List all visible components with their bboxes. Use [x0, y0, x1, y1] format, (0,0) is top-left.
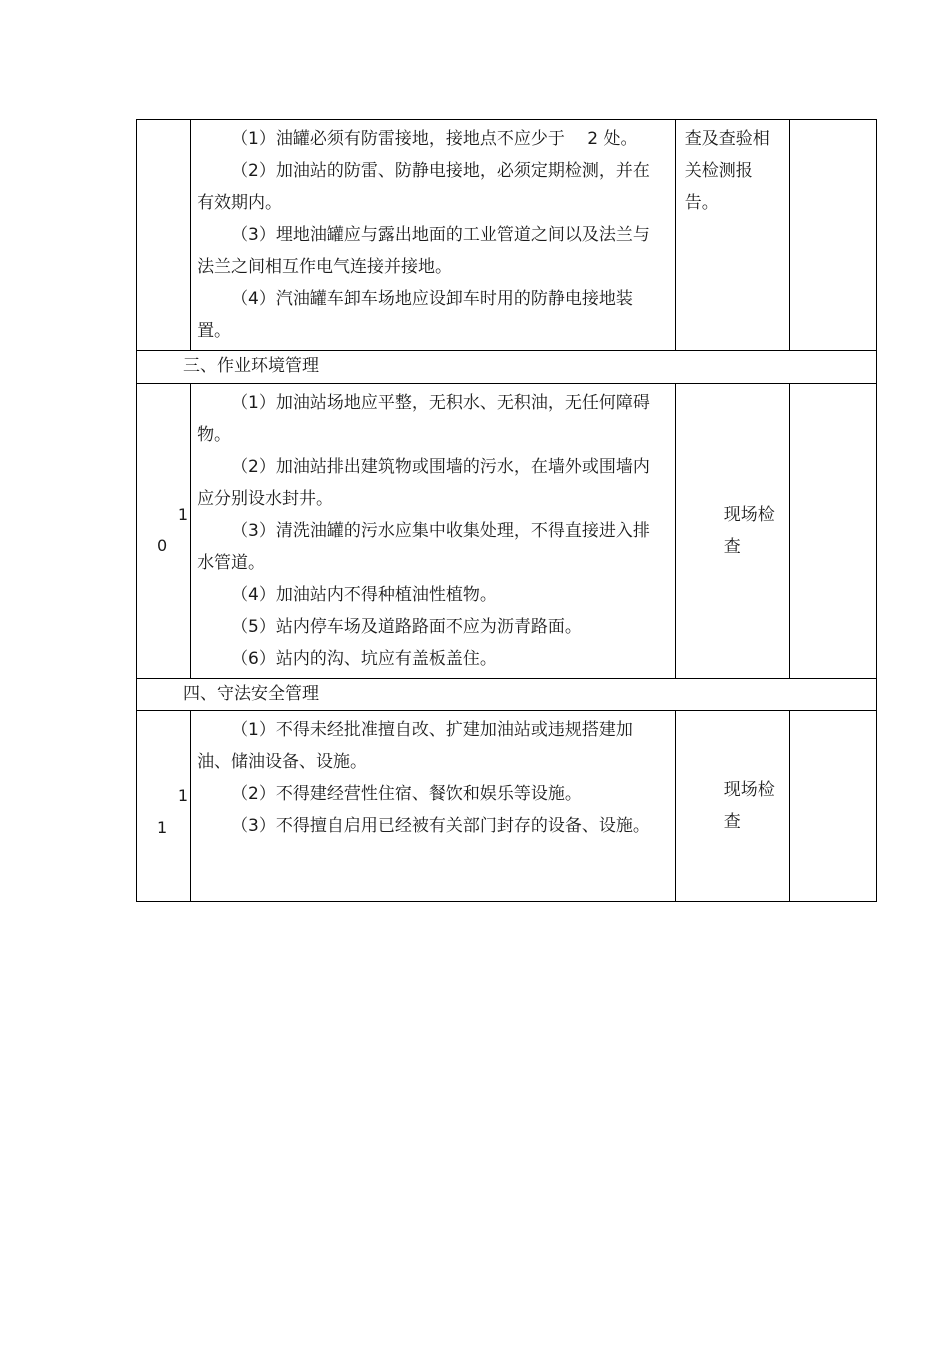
requirement-item: （3）埋地油罐应与露出地面的工业管道之间以及法兰与法兰之间相互作电气连接并接地。 [197, 225, 650, 277]
table-row [137, 711, 877, 902]
requirement-item: （6）站内的沟、坑应有盖板盖住。 [231, 649, 497, 669]
requirement-item: （3）清洗油罐的污水应集中收集处理，不得直接进入排水管道。 [197, 521, 650, 573]
requirement-item: （3）不得擅自启用已经被有关部门封存的设备、设施。 [231, 816, 650, 836]
item-number-cell [137, 711, 191, 902]
table-row [137, 120, 877, 351]
requirement-item: （4）加油站内不得种植油性植物。 [231, 585, 497, 605]
requirement-item: （2）加油站排出建筑物或围墙的污水，在墙外或围墙内应分别设水封井。 [197, 457, 650, 509]
check-method-cell: 现场检查 [675, 711, 789, 902]
requirement-item: （1）不得未经批准擅自改、扩建加油站或违规搭建加油、储油设备、设施。 [197, 720, 633, 772]
check-method-cell: 现场检查 [675, 384, 789, 679]
item-number-digit: 1 [177, 505, 189, 524]
requirement-content-cell [191, 711, 676, 902]
requirement-item: （5）站内停车场及道路路面不应为沥青路面。 [231, 617, 582, 637]
result-cell [789, 120, 876, 351]
inspection-table [136, 119, 877, 902]
section-header-row [137, 351, 877, 384]
requirement-item: （4）汽油罐车卸车场地应设卸车时用的防静电接地装置。 [197, 289, 633, 341]
result-cell [789, 711, 876, 902]
requirement-content-cell [191, 384, 676, 679]
requirement-content-cell [191, 120, 676, 351]
requirement-item: （2）不得建经营性住宿、餐饮和娱乐等设施。 [231, 784, 582, 804]
item-number-digit: 0 [157, 536, 168, 555]
item-number-cell [137, 384, 191, 679]
requirement-item: （1）加油站场地应平整，无积水、无积油，无任何障碍物。 [197, 393, 650, 445]
section-title: 三、作业环境管理 [137, 351, 877, 384]
table-row [137, 384, 877, 679]
check-method-cell: 查及查验相关检测报告。 [675, 120, 789, 351]
item-number-digit: 1 [157, 818, 168, 837]
requirement-item: （2）加油站的防雷、防静电接地，必须定期检测，并在有效期内。 [197, 161, 650, 213]
result-cell [789, 384, 876, 679]
item-number-digit: 1 [177, 786, 189, 805]
item-number-cell [137, 120, 191, 351]
requirement-item: （1）油罐必须有防雷接地，接地点不应少于 2 处。 [231, 129, 638, 149]
section-title: 四、守法安全管理 [137, 679, 877, 711]
section-header-row [137, 679, 877, 711]
